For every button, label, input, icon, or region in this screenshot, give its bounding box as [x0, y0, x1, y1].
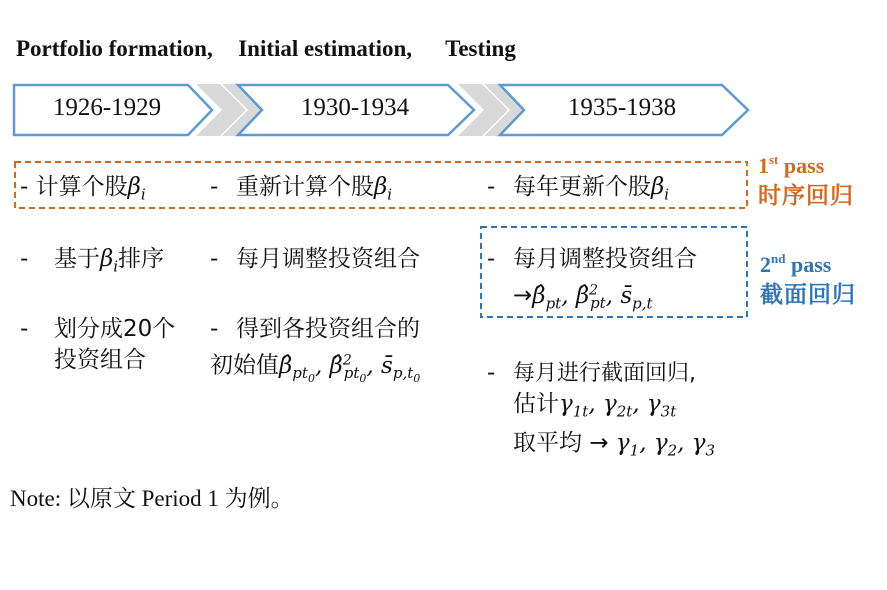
right-arrow: → [589, 429, 609, 456]
second-pass-cn: 截面回归 [760, 282, 856, 308]
col3-row3-line1: 每月进行截面回归, [513, 361, 696, 386]
second-pass-word: pass [790, 252, 832, 277]
col3-row3 [487, 358, 715, 466]
dash: - [210, 174, 219, 200]
second-pass-label [760, 244, 856, 310]
beta-i-symbol: $\beta_i$ [374, 174, 393, 204]
period-label-1: 1926-1929 [52, 94, 162, 121]
first-pass-word: pass [783, 153, 825, 178]
dash: - [210, 316, 219, 342]
first-pass-suffix: st [769, 152, 779, 167]
col2-row3 [210, 314, 420, 394]
first-pass-cn: 时序回归 [758, 183, 854, 209]
col3-row3-line2: 估计 [513, 391, 559, 417]
col2-row3-line2: 初始值 [210, 352, 279, 379]
beta-i-symbol: $\beta_i$ [127, 174, 146, 204]
beta-i-symbol: $\beta_i$ [100, 246, 119, 276]
col1-row1-text: 计算个股 [35, 174, 128, 200]
beta-i-symbol: $\beta_i$ [651, 174, 670, 204]
col2-row2 [210, 244, 420, 275]
dash: - [20, 316, 29, 342]
dash: - [487, 360, 496, 386]
col1-row3 [20, 314, 175, 376]
col2-row1-text: 重新计算个股 [236, 174, 374, 200]
col1-row2-post: 排序 [118, 246, 165, 272]
first-pass-ordinal: 1 [758, 153, 769, 178]
dash: - [487, 174, 496, 200]
first-pass-label [758, 145, 854, 211]
col3-row1 [487, 172, 669, 211]
col3-row2-line1: 每月调整投资组合 [513, 246, 697, 272]
gamma-expressions: $\gamma_1$, $\gamma_2$, $\gamma_3$ [615, 429, 716, 460]
col3-row1-text: 每年更新个股 [513, 174, 651, 200]
col1-row2 [20, 244, 164, 283]
dash: - [210, 246, 219, 272]
col2-row2-text: 每月调整投资组合 [236, 246, 420, 272]
second-pass-suffix: nd [771, 251, 786, 266]
second-pass-ordinal: 2 [760, 252, 771, 277]
right-arrow: → [513, 282, 533, 309]
dash: - [20, 246, 29, 272]
col3-row3-line3: 取平均 [513, 429, 582, 456]
dash: - [20, 174, 29, 200]
phase-portfolio-formation: Portfolio formation, [16, 36, 213, 61]
phase-testing: Testing [445, 36, 516, 61]
initial-value-expressions: $\betâ_{pt_0}$, β̂$^2_{pt_0}$, $s̄_{p,t_0}$ [279, 352, 421, 386]
gamma-t-expressions: $\gamma_{1t}$, $\gamma_{2t}$, $\gamma_{3t}$ [559, 391, 677, 421]
col1-row3-line1: 划分成20个 [54, 316, 176, 342]
col2-row3-line1: 得到各投资组合的 [236, 316, 420, 342]
col1-row3-line2: 投资组合 [54, 347, 146, 373]
col3-row2 [487, 244, 697, 319]
phase-initial-estimation: Initial estimation, [238, 36, 413, 61]
dash: - [487, 246, 496, 272]
col1-row2-pre: 基于 [54, 246, 100, 272]
col2-row1 [210, 172, 392, 211]
period-label-3: 1935-1938 [567, 94, 677, 121]
beta-hat-expressions: $\betâ_{pt}$, β̂$^2_{pt}$, $s̄_{p,t}$ [532, 282, 653, 313]
col1-row1 [20, 172, 146, 211]
period-label-2: 1930-1934 [300, 94, 410, 121]
footnote: Note: 以原文 Period 1 为例。 [10, 486, 294, 511]
